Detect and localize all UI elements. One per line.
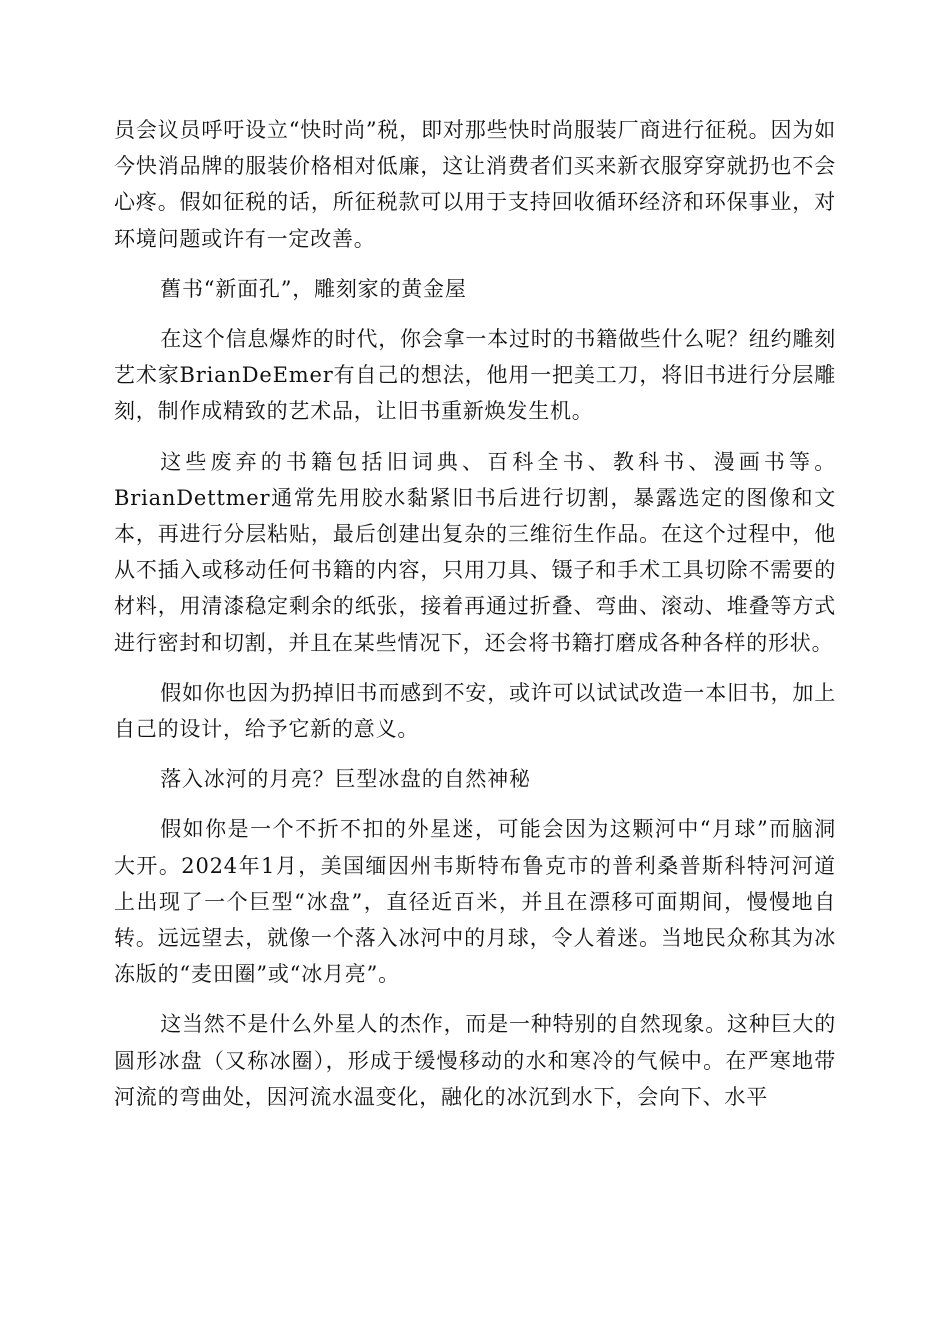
paragraph-fast-fashion-tax: 员会议员呼吁设立“快时尚”税，即对那些快时尚服装厂商进行征税。因为如今快消品牌的服装价格相对低廉，这让消费者们买来新衣服穿穿就扔也不会心疼。假如征税的话，所征税款可以用于支持回收循环经济和环保事业，对环境问题或许有一定改善。: [114, 118, 836, 251]
paragraph-ice-disk-description: 假如你是一个不折不扣的外星迷，可能会因为这颗河中“月球”而脑洞大开。2024年1月，美国缅因州韦斯特布鲁克市的普利桑普斯科特河河道上出现了一个巨型“冰盘”，直径近百米，并且在漂移可面期间，慢慢地自转。远远望去，就像一个落入冰河中的月球，令人着迷。当地民众称其为冰冻版的“麦田圈”或“冰月亮”。: [114, 817, 836, 987]
paragraph-book-carving-process: 这些废弃的书籍包括旧词典、百科全书、教科书、漫画书等。BrianDettmer通常先用胶水黏紧旧书后进行切割，暴露选定的图像和文本，再进行分层粘贴，最后创建出复杂的三维衍生作品。在这个过程中，他从不插入或移动任何书籍的内容，只用刀具、镊子和手术工具切除不需要的材料，用清漆稳定剩余的纸张，接着再通过折叠、弯曲、滚动、堆叠等方式进行密封和切割，并且在某些情况下，还会将书籍打磨成各种各样的形状。: [114, 449, 836, 655]
section-heading-ice-disk: 落入冰河的月亮？巨型冰盘的自然神秘: [160, 767, 531, 792]
document-page: [114, 112, 836, 1129]
paragraph-book-carving-intro: 在这个信息爆炸的时代，你会拿一本过时的书籍做些什么呢？纽约雕刻艺术家BrianDeEmer有自己的想法，他用一把美工刀，将旧书进行分层雕刻，制作成精致的艺术品，让旧书重新焕发生机。: [114, 327, 836, 424]
section-heading-book-carving: 舊书“新面孔”，雕刻家的黄金屋: [160, 276, 467, 301]
paragraph-book-carving-suggestion: 假如你也因为扔掉旧书而感到不安，或许可以试试改造一本旧书，加上自己的设计，给予它新的意义。: [114, 680, 836, 742]
paragraph-ice-disk-explanation: 这当然不是什么外星人的杰作，而是一种特别的自然现象。这种巨大的圆形冰盘（又称冰圈），形成于缓慢移动的水和寒冷的气候中。在严寒地带河流的弯曲处，因河流水温变化，融化的冰沉到水下，会向下、水平: [114, 1012, 836, 1109]
